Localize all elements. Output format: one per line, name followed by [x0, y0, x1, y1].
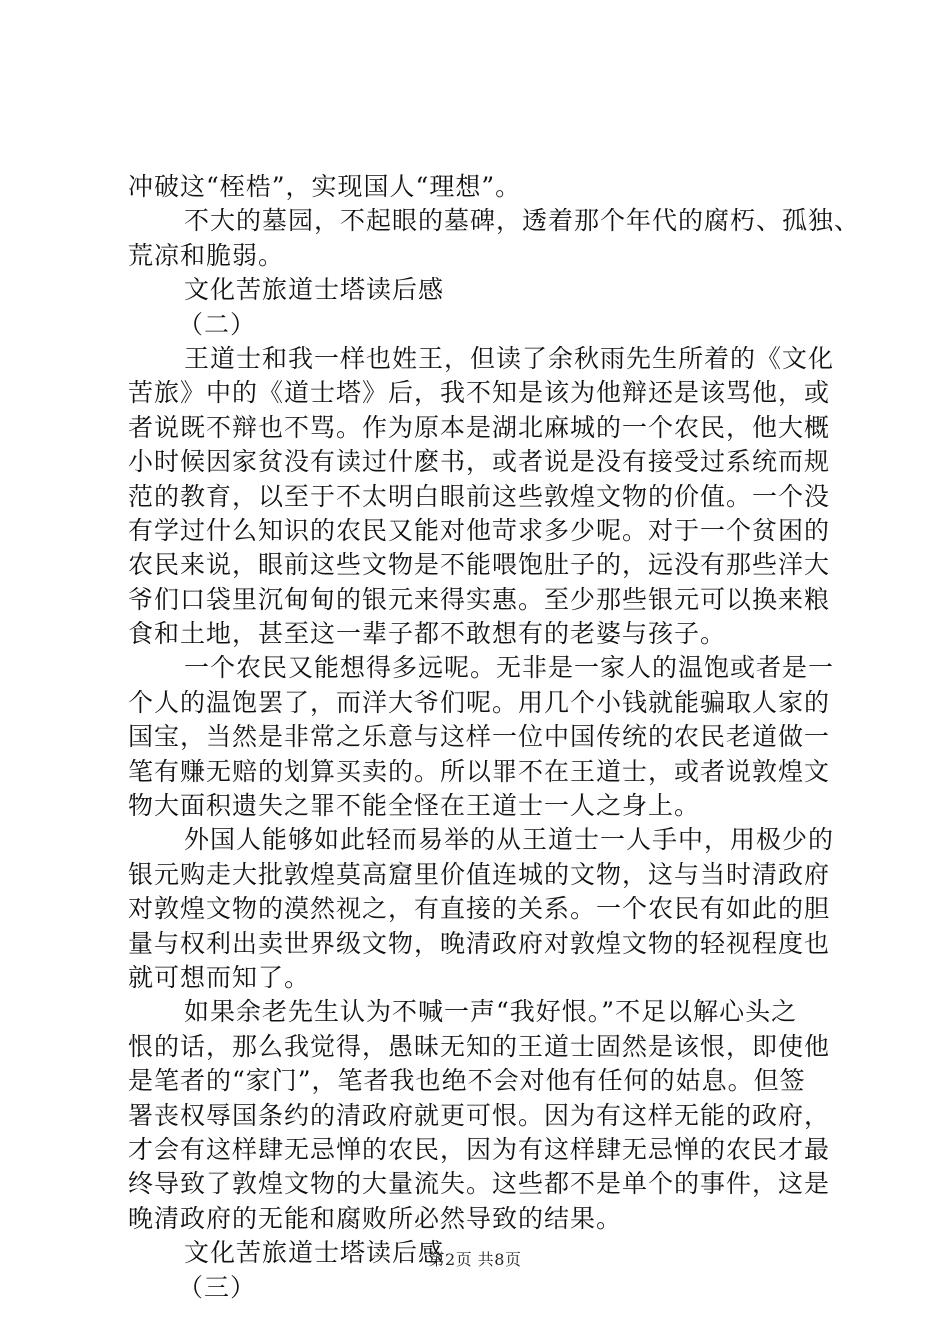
document-body: [128, 170, 861, 1305]
body-line: 小时候因家贫没有读过什麽书，或者说是没有接受过系统而规: [128, 447, 831, 477]
body-line: 个人的温饱罢了，而洋大爷们呢。用几个小钱就能骗取人家的: [128, 687, 831, 717]
paragraph-start-line: 外国人能够如此轻而易举的从王道士一人手中，用极少的: [184, 825, 835, 855]
paragraph-start-line: 不大的墓园，不起眼的墓碑，透着那个年代的腐朽、孤独、: [184, 206, 861, 236]
body-line: 对敦煌文物的漠然视之，有直接的关系。一个农民有如此的胆: [128, 894, 831, 924]
body-line: 恨的话，那么我觉得，愚昧无知的王道士固然是该恨，即使他: [128, 1031, 831, 1061]
paragraph-start-line: 如果余老先生认为不喊一声“我好恨。”不足以解心头之: [184, 997, 798, 1027]
body-line: 就可想而知了。: [128, 962, 311, 992]
body-line: 才会有这样肆无忌惮的农民，因为有这样肆无忌惮的农民才最: [128, 1134, 831, 1164]
paragraph-start-line: 一个农民又能想得多远呢。无非是一家人的温饱或者是一: [184, 653, 835, 683]
body-line: 荒凉和脆弱。: [128, 240, 285, 270]
body-line: 物大面积遗失之罪不能全怪在王道士一人之身上。: [128, 791, 701, 821]
body-line: 笔有赚无赔的划算买卖的。所以罪不在王道士，或者说敦煌文: [128, 756, 831, 786]
body-line: 终导致了敦煌文物的大量流失。这些都不是单个的事件，这是: [128, 1169, 831, 1199]
body-line: 晚清政府的无能和腐败所必然导致的结果。: [128, 1203, 623, 1233]
body-line: 署丧权辱国条约的清政府就更可恨。因为有这样无能的政府，: [128, 1100, 831, 1130]
paragraph-start-line: 王道士和我一样也姓王，但读了余秋雨先生所着的《文化: [184, 343, 835, 373]
section-number: （二）: [178, 309, 257, 339]
body-line: 国宝，当然是非常之乐意与这样一位中国传统的农民老道做一: [128, 722, 831, 752]
body-line: 银元购走大批敦煌莫高窟里价值连城的文物，这与当时清政府: [128, 859, 831, 889]
section-number: （三）: [178, 1272, 257, 1302]
page-footer: [0, 1247, 950, 1270]
section-title: 文化苦旅道士塔读后感: [184, 275, 445, 305]
body-line: 者说既不辩也不骂。作为原本是湖北麻城的一个农民，他大概: [128, 412, 831, 442]
body-line: 是笔者的“家门”，笔者我也绝不会对他有任何的姑息。但签: [128, 1066, 806, 1096]
body-line: 爷们口袋里沉甸甸的银元来得实惠。至少那些银元可以换来粮: [128, 584, 831, 614]
body-line: 量与权利出卖世界级文物，晚清政府对敦煌文物的轻视程度也: [128, 928, 831, 958]
body-line: 冲破这“桎梏”，实现国人“理想”。: [128, 172, 522, 201]
body-line: 有学过什么知识的农民又能对他苛求多少呢。对于一个贫困的: [128, 515, 831, 545]
page-number-label: 第2页 共8页: [428, 1250, 522, 1269]
body-line: 农民来说，眼前这些文物是不能喂饱肚子的，远没有那些洋大: [128, 550, 831, 580]
body-line: 苦旅》中的《道士塔》后，我不知是该为他辩还是该骂他，或: [128, 378, 831, 408]
section-title: 文化苦旅道士塔读后感: [184, 1238, 445, 1268]
body-line: 范的教育，以至于不太明白眼前这些敦煌文物的价值。一个没: [128, 481, 831, 511]
body-line: 食和土地，甚至这一辈子都不敢想有的老婆与孩子。: [128, 619, 727, 649]
